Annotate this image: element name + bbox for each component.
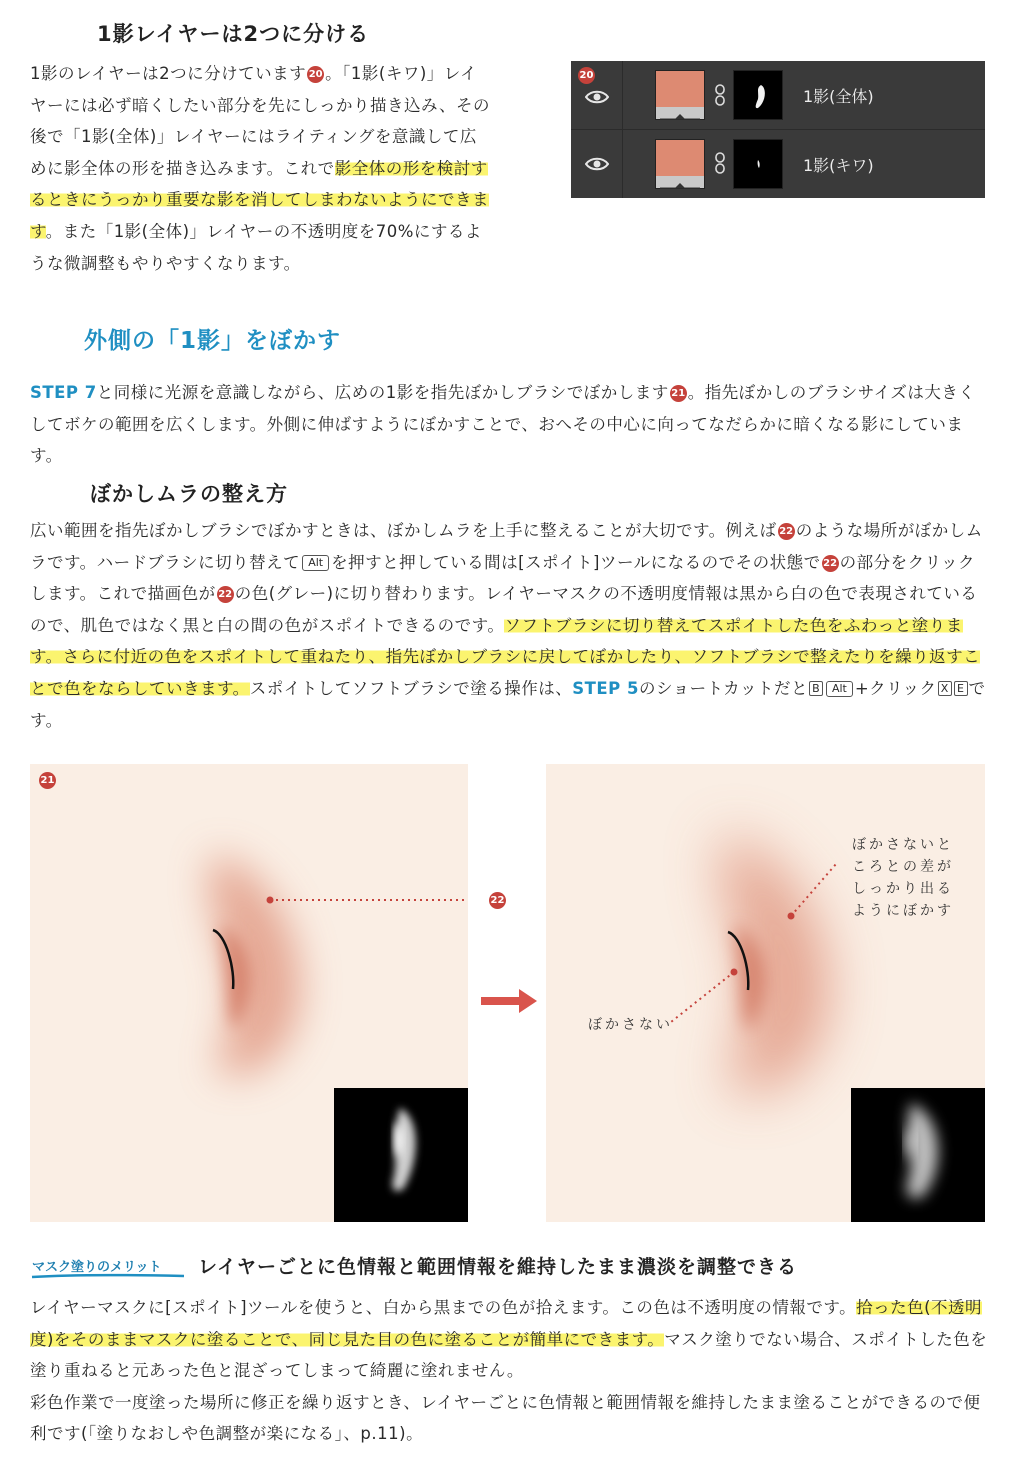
section3-highlight: ソフトブラシに切り替えてスポイトした色をふわっと塗ります。さらに付近の色をスポイトして重ねたり、指先ぼかしブラシに戻してぼかしたり、ソフトブラシで整えたりを繰り返すことで色をならしていきます。 — [30, 615, 981, 698]
visibility-toggle[interactable] — [571, 61, 623, 129]
step-ref: STEP 7 — [30, 383, 97, 402]
section1-text-b: 。「1影(キワ)」レイヤーには必ず暗くしたい部分を先にしっかり描き込み、その後で「1影(全体)」レイヤーにはライティングを意識して広めに影全体の形を描き込みます。これで — [30, 64, 490, 178]
alt-key: Alt — [826, 681, 853, 697]
mask-inset-before — [334, 1088, 468, 1222]
section3-text-d: の部分をクリックします。これで描画色が — [30, 552, 975, 604]
section1-highlight: 影全体の形を検討するときにうっかり重要な影を消してしまわないようにできます — [30, 158, 489, 241]
section1-text-c: 。また「1影(全体)」レイヤーの不透明度を70%にするような微調整もやりやすくなります。 — [30, 221, 482, 273]
section2-text-b: 。指先ぼかしのブラシサイズは大きくしてボケの範囲を広くします。外側に伸ばすようにぼかすことで、おへその中心に向ってなだらかに暗くなる影にしています。 — [30, 383, 976, 466]
annotation-bottom: ぼかさない — [588, 1017, 673, 1033]
section3-text-i: です。 — [30, 678, 986, 730]
eye-icon[interactable] — [585, 89, 609, 105]
annotation-top — [852, 834, 954, 922]
layer-thumbnail — [655, 70, 705, 120]
section2-text-a: と同様に光源を意識しながら、広めの1影を指先ぼかしブラシでぼかします — [96, 383, 669, 402]
section3-text-b: のような場所がぼかしムラです。ハードブラシに切り替えて — [30, 521, 983, 572]
illustration-after — [546, 764, 985, 1222]
x-key: X — [938, 681, 952, 696]
section2-heading: 外側の「1影」をぼかす — [84, 328, 342, 354]
layer-mask-thumbnail[interactable] — [733, 139, 783, 189]
illustration-before — [30, 764, 468, 1222]
chain-link-icon[interactable] — [715, 152, 725, 174]
section4-text-b: マスク塗りでない場合、スポイトした色を塗り重ねると元あった色と混ざってしまって綺麗に塗れません。 — [30, 1329, 988, 1381]
step-ref: STEP 5 — [572, 678, 639, 698]
layer-row-whole[interactable] — [571, 61, 985, 129]
section1-text-a: 1影のレイヤーは2つに分けています — [30, 64, 307, 83]
ref-badge-21: 21 — [670, 385, 687, 402]
figure-badge-21: 21 — [39, 772, 56, 789]
section3-text-e: の色(グレー)に切り替わります。レイヤーマスクの不透明度情報は黒から白の色で表現されているので、肌色ではなく黒と白の間の色がスポイトできるのです。 — [30, 584, 978, 635]
annotation-line: ぼかさないと — [852, 837, 954, 853]
visibility-toggle[interactable] — [571, 130, 623, 198]
section3-text-f: スポイトしてソフトブラシで塗る操作は、 — [249, 678, 573, 698]
layer-thumbnail — [655, 139, 705, 189]
layer-mask-thumbnail[interactable] — [733, 70, 783, 120]
section4-highlight: 拾った色(不透明度)をそのままマスクに塗ることで、同じ見た目の色に塗ることが簡単にできます。 — [30, 1298, 983, 1349]
layers-panel — [571, 61, 985, 198]
section4-text-c: 彩色作業で一度塗った場所に修正を繰り返すとき、レイヤーごとに色情報と範囲情報を維持したまま塗ることができるので便利です(「塗りなおしや色調整が楽になる」、p.11)。 — [30, 1392, 981, 1444]
ref-badge-22: 22 — [217, 586, 234, 603]
section3-text-h: +クリック — [854, 678, 937, 698]
section3-text-c: を押すと押している間は[スポイト]ツールになるのでその状態で — [331, 552, 821, 572]
ref-badge-22: 22 — [778, 523, 795, 540]
merit-tag: マスク塗りのメリット — [32, 1260, 162, 1275]
section3-paragraph — [30, 515, 990, 736]
section4-paragraph — [30, 1292, 990, 1450]
chain-link-icon[interactable] — [715, 84, 725, 106]
section4-heading: レイヤーごとに色情報と範囲情報を維持したまま濃淡を調整できる — [198, 1256, 798, 1278]
ref-badge-20: 20 — [307, 66, 324, 83]
layer-name: 1影(全体) — [803, 87, 874, 106]
layers-panel-badge: 20 — [578, 67, 595, 84]
annotation-line: ころとの差が — [852, 859, 954, 875]
section1-heading: 1影レイヤーは2つに分ける — [97, 22, 370, 46]
layer-name: 1影(キワ) — [803, 156, 874, 175]
tag-underline — [30, 1272, 186, 1280]
section1-paragraph — [30, 58, 490, 279]
annotation-line: しっかり出る — [852, 881, 954, 897]
ref-badge-22: 22 — [822, 555, 839, 572]
annotation-line: ようにぼかす — [852, 903, 954, 919]
arrow-right-icon — [481, 989, 537, 1013]
b-key: B — [809, 681, 823, 696]
callout-badge-22: 22 — [489, 892, 506, 909]
eye-icon[interactable] — [585, 156, 609, 172]
mask-inset-after — [851, 1088, 985, 1222]
section3-text-a: 広い範囲を指先ぼかしブラシでぼかすときは、ぼかしムラを上手に整えることが大切です。例えば — [30, 521, 777, 540]
e-key: E — [954, 681, 968, 696]
layer-row-edge[interactable] — [571, 130, 985, 198]
alt-key: Alt — [302, 555, 329, 571]
section2-paragraph — [30, 377, 990, 472]
section3-heading: ぼかしムラの整え方 — [90, 482, 288, 506]
section4-text-a: レイヤーマスクに[スポイト]ツールを使うと、白から黒までの色が拾えます。この色は不透明度の情報です。 — [30, 1298, 857, 1317]
section3-text-g: のショートカットだと — [638, 678, 808, 698]
